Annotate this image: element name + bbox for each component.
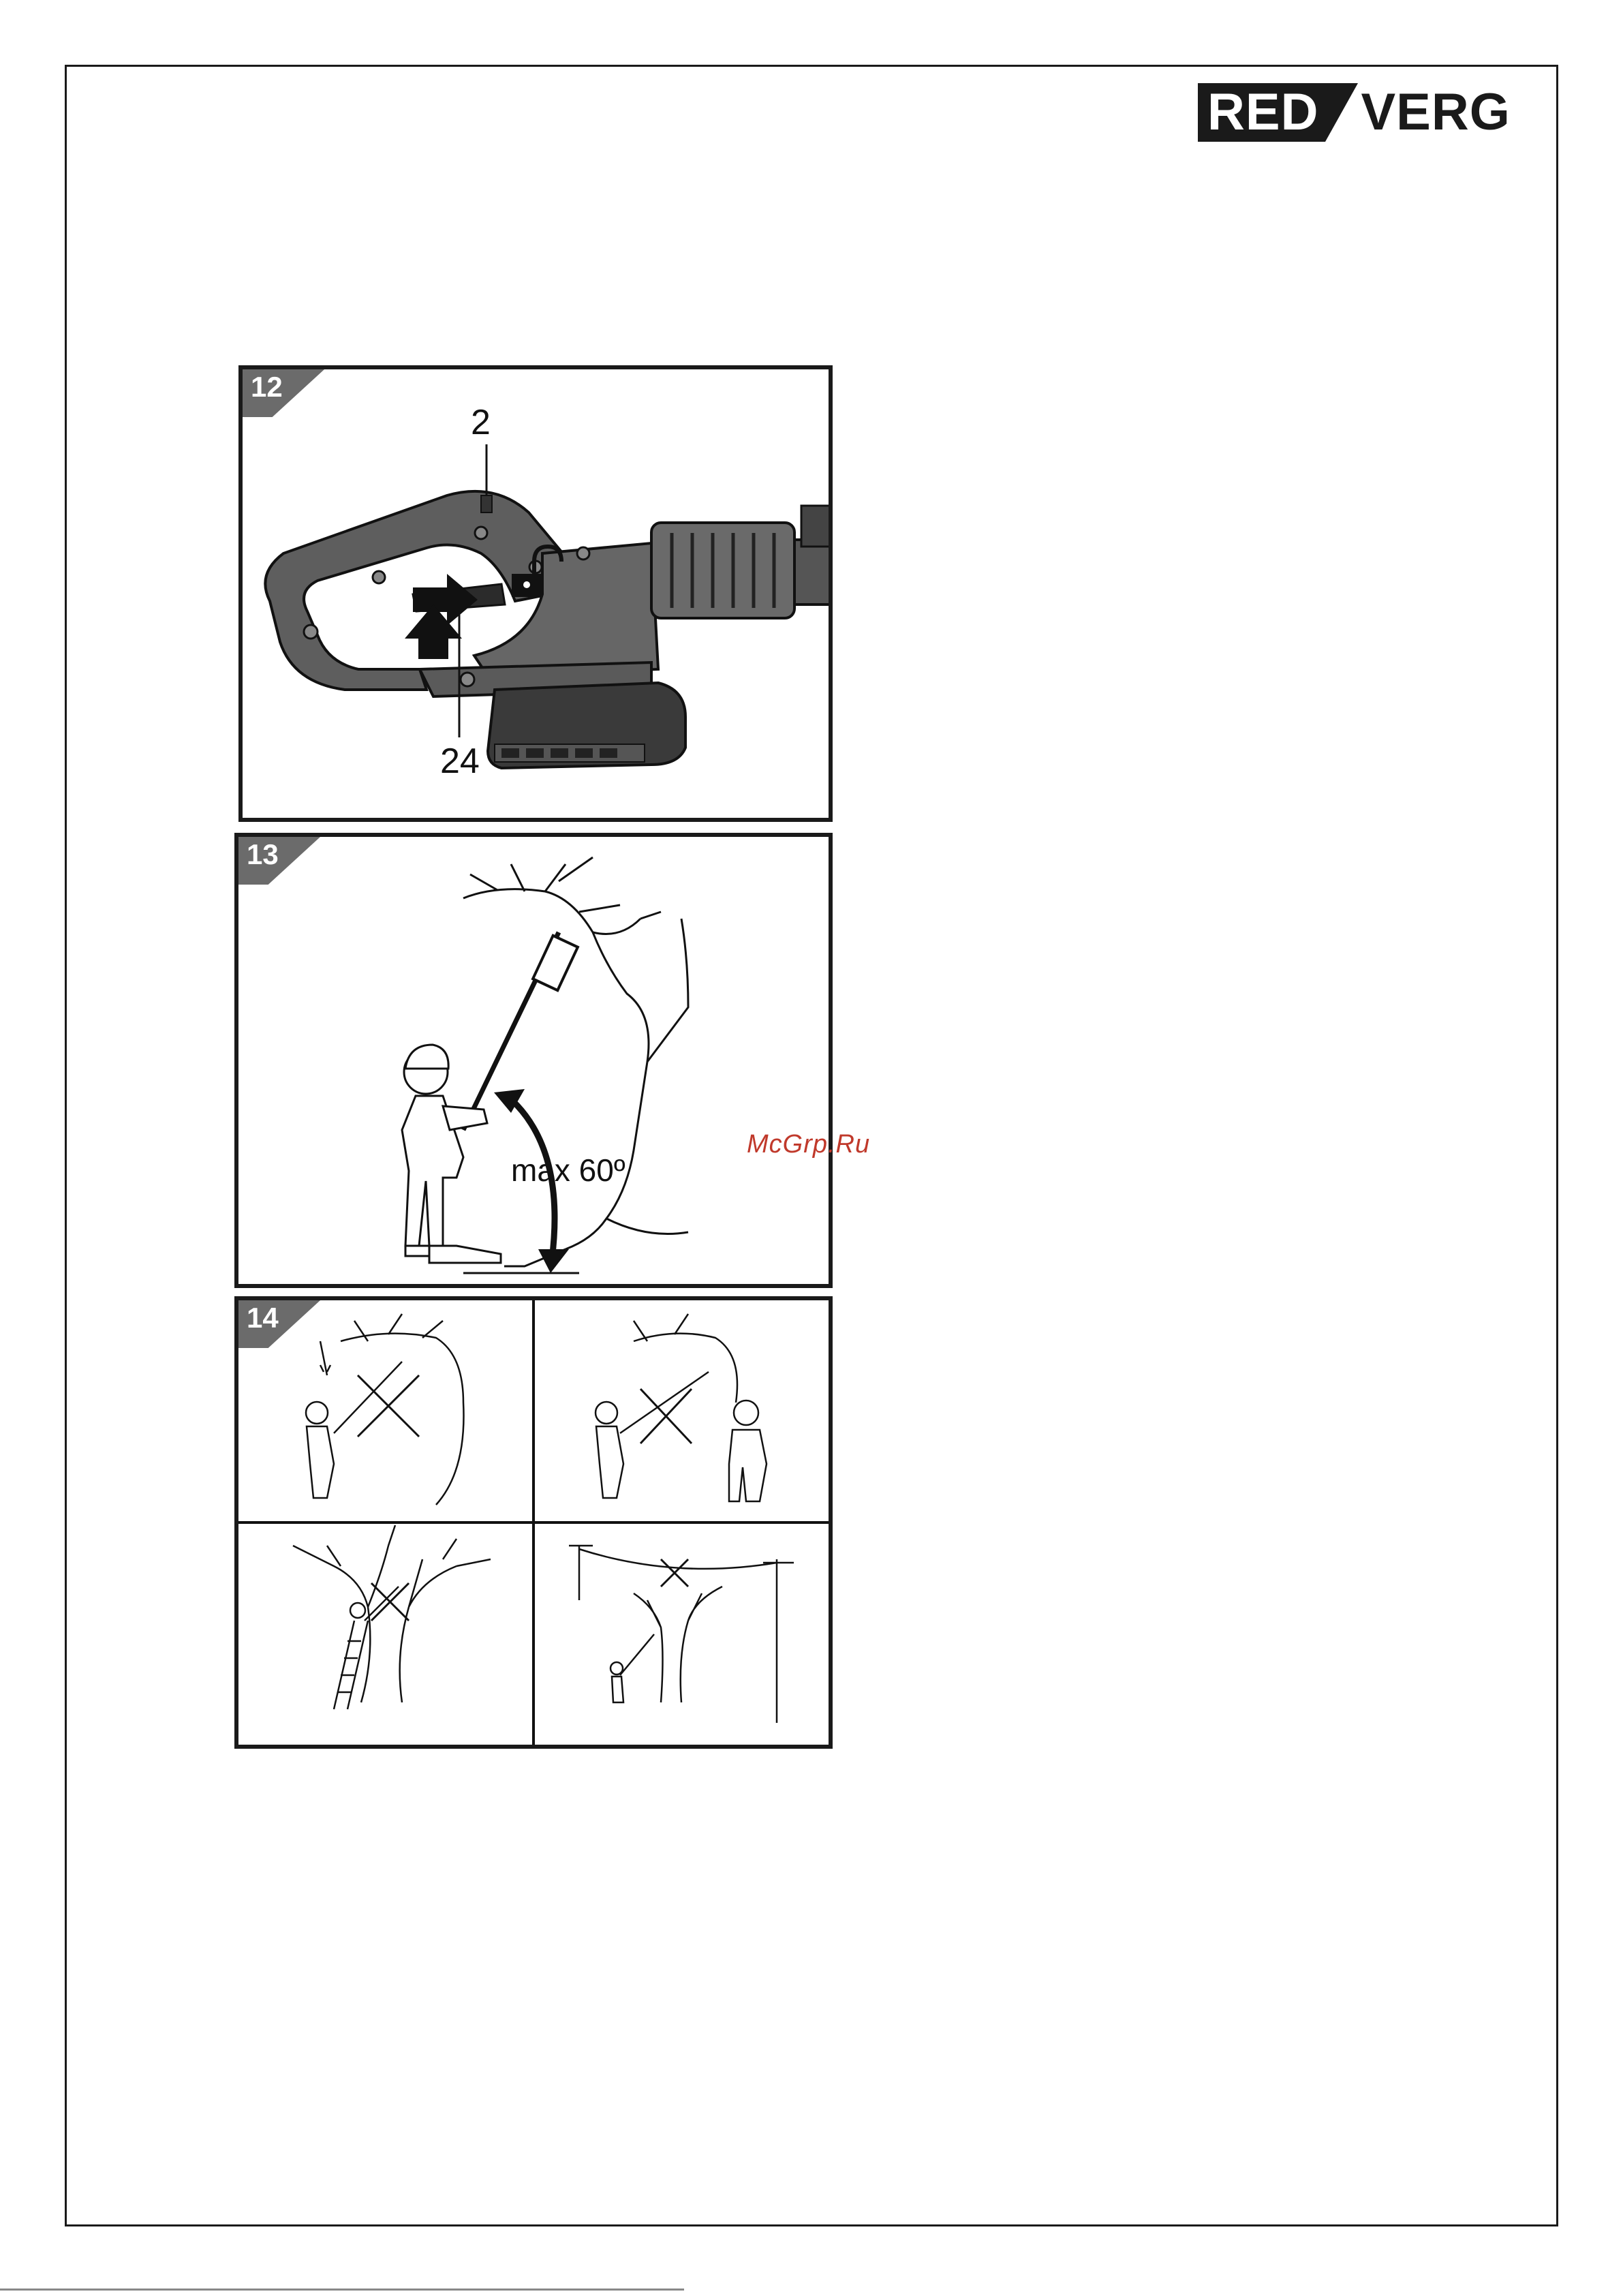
callout-24: 24 [440, 741, 480, 781]
logo-wedge [1325, 83, 1358, 142]
figure-13-illustration [238, 837, 829, 1284]
callout-2: 2 [471, 403, 491, 442]
figure-12-number: 12 [251, 371, 283, 403]
figure-12-panel [238, 365, 833, 822]
figure-13-panel [234, 833, 833, 1288]
logo-red-text: RED [1198, 83, 1325, 142]
figure-12-illustration [243, 369, 829, 819]
brand-logo [1198, 83, 1511, 142]
logo-verg-text: VERG [1361, 83, 1511, 141]
watermark: McGrp.Ru [747, 1130, 871, 1159]
footer-rule [0, 2289, 684, 2291]
figure-13-number: 13 [247, 838, 279, 870]
figure-14-illustration [238, 1300, 829, 1745]
figure-14-number: 14 [247, 1302, 279, 1334]
max-angle-label: max 60º [511, 1152, 625, 1188]
figure-14-panel [234, 1296, 833, 1749]
